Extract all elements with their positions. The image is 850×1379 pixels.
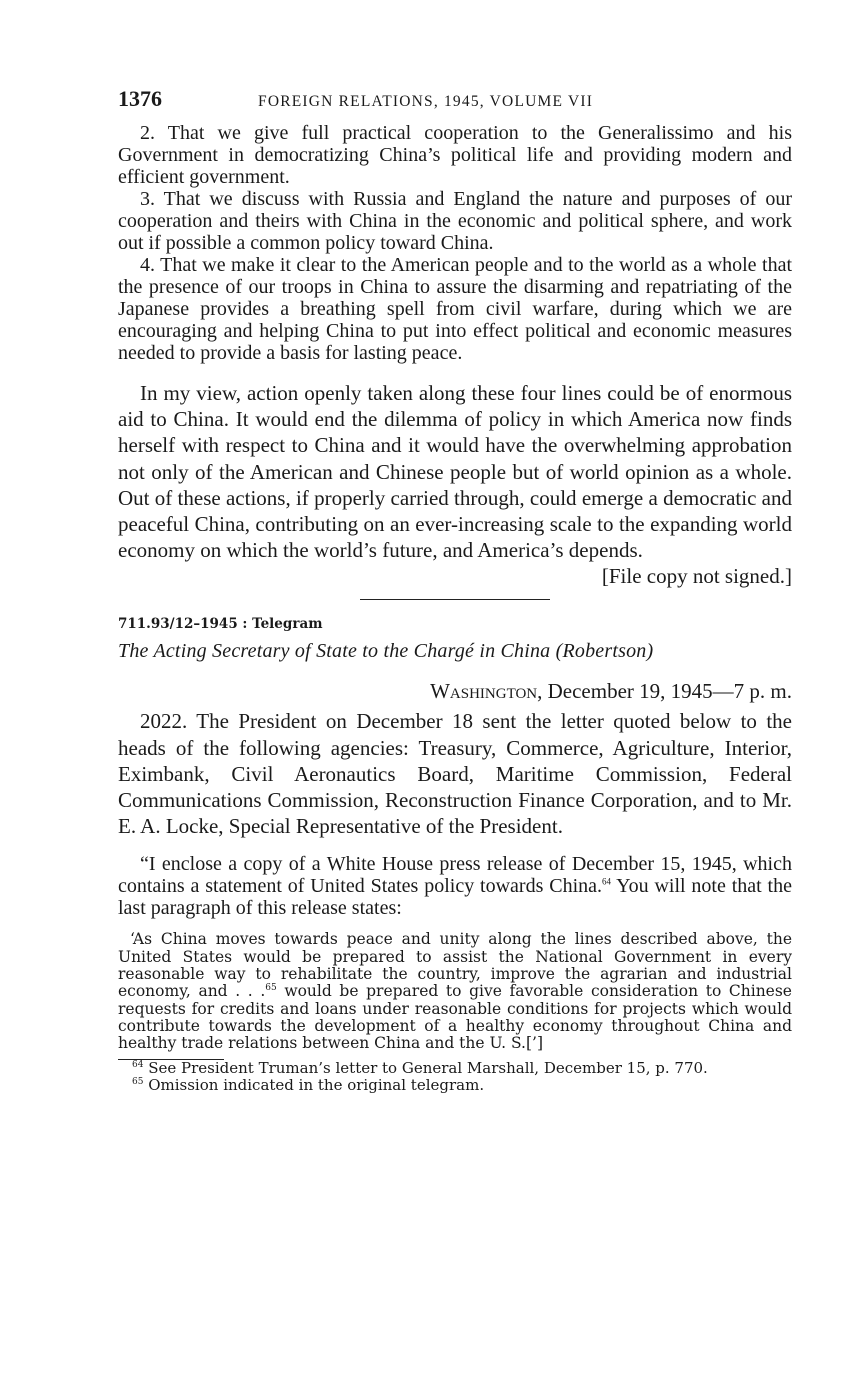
footnote-text: Omission indicated in the original telegram.: [143, 1075, 485, 1094]
dateline-rest: , December 19, 1945—7 p. m.: [537, 679, 792, 704]
document-page: [118, 86, 792, 1094]
footnote-65: [118, 1077, 792, 1094]
letter-quote: [118, 853, 792, 919]
footnote-text: See President Truman’s letter to General Marshall, December 15, p. 770.: [143, 1058, 708, 1077]
footnote-ref-64: 64: [602, 876, 612, 887]
file-number: 711.93/12–1945 : Telegram: [118, 616, 323, 633]
dateline: [118, 679, 792, 704]
telegram-body: 2022. The President on December 18 sent the letter quoted below to the heads of the following agencies: Treasury, Commerce, Agriculture, Interior, Eximbank, Civil Aeronautics Board, Maritime Commission, Federal Communications Commission, Reconstruction Finance Corporation, and to Mr. E. A. Locke, Special Representative of the President.: [118, 709, 792, 839]
page-header: [118, 86, 792, 120]
numbered-point-4: 4. That we make it clear to the American people and to the world as a whole that the presence of our troops in China to assure the disarming and repatriating of the Japanese provides a breathing spell from civil warfare, during which we are encouraging and helping China to put into effect political and economic measures needed to provide a basis for lasting peace.: [118, 254, 792, 364]
document-title: [118, 640, 792, 663]
view-paragraph: In my view, action openly taken along these four lines could be of enormous aid to China. It would end the dilemma of policy in which America now finds herself with respect to China and it would have the overwhelming approbation not only of the American and Chinese people but of world opinion as a whole. Out of these actions, if properly carried through, could emerge a democratic and peaceful China, contributing on an ever-increasing scale to the expanding world economy on which the world’s future, and America’s depends.: [118, 381, 792, 563]
quote-part2: You will note that the last paragraph of this release states:: [118, 875, 792, 920]
numbered-point-2: 2. That we give full practical cooperation to the Generalissimo and his Government in democratizing China’s political life and providing modern and efficient government.: [118, 122, 792, 188]
dateline-place: Washington: [430, 679, 538, 704]
extract-part2: would be prepared to give favorable consideration to Chinese requests for credits and loans under reasonable conditions for projects which would contribute towards the development of a healthy economy throughout China and healthy trade relations between China and the U. S.[’]: [118, 982, 792, 1053]
press-release-extract: [118, 931, 792, 1052]
title-part2: ): [646, 640, 654, 663]
page-number: 1376: [118, 86, 162, 111]
title-name: Robertson: [562, 640, 647, 663]
extract-part1: ‘As China moves towards peace and unity along the lines described above, the United States would be prepared to assist the National Government in every reasonable way to rehabilitate the country, improve the agrarian and industrial economy, and . . .: [118, 930, 792, 1001]
signature-note: [File copy not signed.]: [601, 564, 792, 589]
numbered-point-3: 3. That we discuss with Russia and England the nature and purposes of our cooperation and theirs with China in the economic and political sphere, and work out if possible a common policy toward China.: [118, 188, 792, 254]
running-head: FOREIGN RELATIONS, 1945, VOLUME VII: [258, 93, 594, 110]
footnote-ref-65: 65: [265, 983, 277, 994]
section-divider: [360, 599, 550, 600]
footnote-number: 65: [132, 1076, 144, 1087]
footnote-number: 64: [132, 1059, 144, 1070]
footnote-64: [118, 1060, 792, 1077]
quote-part1: “I enclose a copy of a White House press release of December 15, 1945, which contains a statement of United States policy towards China.: [118, 853, 792, 898]
title-part1: The Acting Secretary of State to the Chargé in China (: [118, 640, 563, 663]
